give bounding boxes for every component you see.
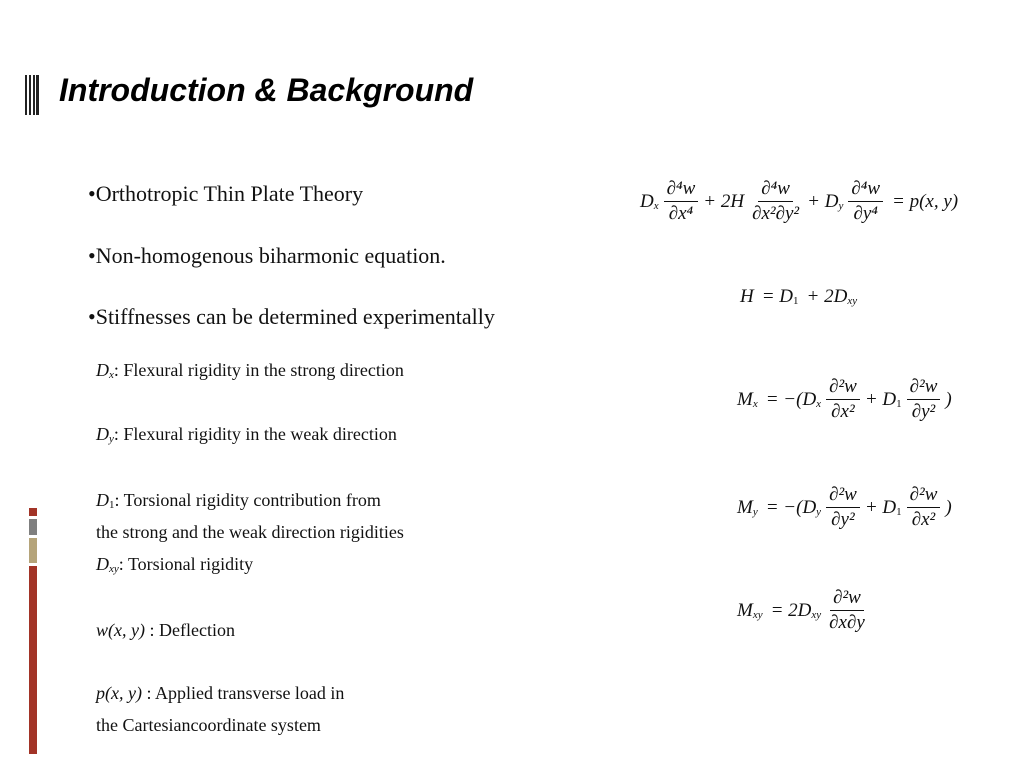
equation-my bbox=[737, 484, 952, 531]
definition-p bbox=[96, 683, 344, 704]
eq-subscript: 1 bbox=[793, 295, 799, 307]
symbol-d: D bbox=[96, 424, 109, 444]
subscript: y bbox=[109, 433, 114, 445]
definition-text: : Flexural rigidity in the strong direction bbox=[113, 360, 404, 380]
definition-d1-line2: the strong and the weak direction rigidities bbox=[96, 522, 404, 542]
definition-dy bbox=[96, 424, 397, 445]
accent-dark-red-short bbox=[29, 508, 37, 516]
eq-fraction bbox=[907, 376, 941, 423]
subscript: 1 bbox=[109, 499, 115, 511]
eq-subscript: y bbox=[838, 199, 844, 212]
accent-gray bbox=[29, 519, 37, 535]
bullet-biharmonic: •Non-homogenous biharmonic equation. bbox=[88, 243, 446, 268]
eq-term: = −(D bbox=[765, 388, 817, 410]
eq-denominator: ∂y² bbox=[911, 401, 936, 422]
eq-denominator: ∂x² bbox=[831, 401, 855, 422]
eq-denominator: ∂y⁴ bbox=[853, 203, 878, 224]
definition-text: : Torsional rigidity bbox=[118, 554, 254, 574]
subscript: xy bbox=[109, 563, 119, 575]
eq-subscript: x bbox=[816, 397, 822, 410]
symbol-d: D bbox=[96, 554, 109, 574]
eq-term: = p(x, y) bbox=[892, 190, 959, 212]
equation-governing bbox=[640, 178, 958, 225]
eq-denominator: ∂x⁴ bbox=[668, 203, 694, 224]
eq-subscript: 1 bbox=[896, 397, 902, 410]
symbol-w: w(x, y) bbox=[96, 620, 145, 640]
eq-fraction bbox=[826, 376, 860, 423]
eq-fraction bbox=[664, 178, 699, 225]
definition-d1 bbox=[96, 490, 381, 511]
eq-denominator: ∂x∂y bbox=[829, 612, 865, 633]
eq-term: = D bbox=[761, 286, 794, 307]
symbol-p: p(x, y) bbox=[96, 683, 142, 703]
definition-p-line2: the Cartesiancoordinate system bbox=[96, 715, 321, 735]
eq-term: D bbox=[640, 190, 654, 212]
eq-subscript: 1 bbox=[896, 505, 902, 518]
bullet-orthotropic: •Orthotropic Thin Plate Theory bbox=[88, 181, 364, 206]
eq-term: ) bbox=[945, 388, 952, 410]
eq-subscript: xy bbox=[847, 295, 858, 307]
eq-term: + 2D bbox=[806, 286, 848, 307]
eq-term: = −(D bbox=[765, 496, 817, 518]
eq-numerator: ∂²w bbox=[907, 484, 941, 508]
eq-numerator: ∂²w bbox=[826, 376, 860, 400]
definition-text: : Torsional rigidity contribution from bbox=[114, 490, 381, 510]
eq-numerator: ∂⁴w bbox=[758, 178, 793, 202]
eq-fraction bbox=[826, 587, 868, 634]
eq-term: = 2D bbox=[770, 599, 812, 621]
definition-dx bbox=[96, 360, 404, 381]
eq-term: + D bbox=[807, 190, 839, 212]
slide-title: Introduction & Background bbox=[59, 72, 474, 108]
eq-term: M bbox=[737, 496, 753, 518]
eq-subscript: xy bbox=[752, 608, 763, 621]
definition-text: : Applied transverse load in bbox=[141, 683, 345, 703]
eq-subscript: y bbox=[816, 505, 822, 518]
eq-denominator: ∂x² bbox=[911, 509, 936, 530]
eq-term: + D bbox=[864, 496, 897, 518]
eq-term: M bbox=[737, 599, 753, 621]
eq-term: H bbox=[740, 286, 754, 307]
symbol-d: D bbox=[96, 360, 109, 380]
eq-numerator: ∂²w bbox=[907, 376, 941, 400]
eq-term: + D bbox=[864, 388, 897, 410]
equation-mx bbox=[737, 376, 952, 423]
eq-numerator: ∂⁴w bbox=[848, 178, 883, 202]
equation-h bbox=[740, 286, 857, 308]
eq-denominator: ∂y² bbox=[831, 509, 855, 530]
bullet-stiffness: •Stiffnesses can be determined experimentally bbox=[88, 304, 495, 329]
subscript: x bbox=[109, 369, 114, 381]
eq-numerator: ∂²w bbox=[826, 484, 860, 508]
definition-w bbox=[96, 620, 235, 641]
eq-term: + 2H bbox=[703, 190, 745, 212]
eq-subscript: x bbox=[653, 199, 659, 212]
accent-tan bbox=[29, 538, 37, 563]
symbol-d: D bbox=[96, 490, 109, 510]
eq-fraction bbox=[749, 178, 802, 225]
eq-subscript: y bbox=[752, 505, 758, 518]
eq-subscript: x bbox=[752, 397, 758, 410]
eq-denominator: ∂x²∂y² bbox=[752, 203, 800, 224]
equation-mxy bbox=[737, 587, 873, 634]
definition-text: : Flexural rigidity in the weak direction bbox=[113, 424, 397, 444]
definition-text: : Deflection bbox=[144, 620, 235, 640]
definition-dxy bbox=[96, 554, 253, 575]
eq-fraction bbox=[907, 484, 941, 531]
title-bars-decoration bbox=[25, 75, 39, 115]
eq-numerator: ∂²w bbox=[830, 587, 864, 611]
eq-term: M bbox=[737, 388, 753, 410]
eq-fraction bbox=[826, 484, 860, 531]
eq-subscript: xy bbox=[811, 608, 822, 621]
eq-fraction bbox=[848, 178, 883, 225]
eq-term: ) bbox=[945, 496, 952, 518]
eq-numerator: ∂⁴w bbox=[664, 178, 699, 202]
accent-dark-red-long bbox=[29, 566, 37, 754]
